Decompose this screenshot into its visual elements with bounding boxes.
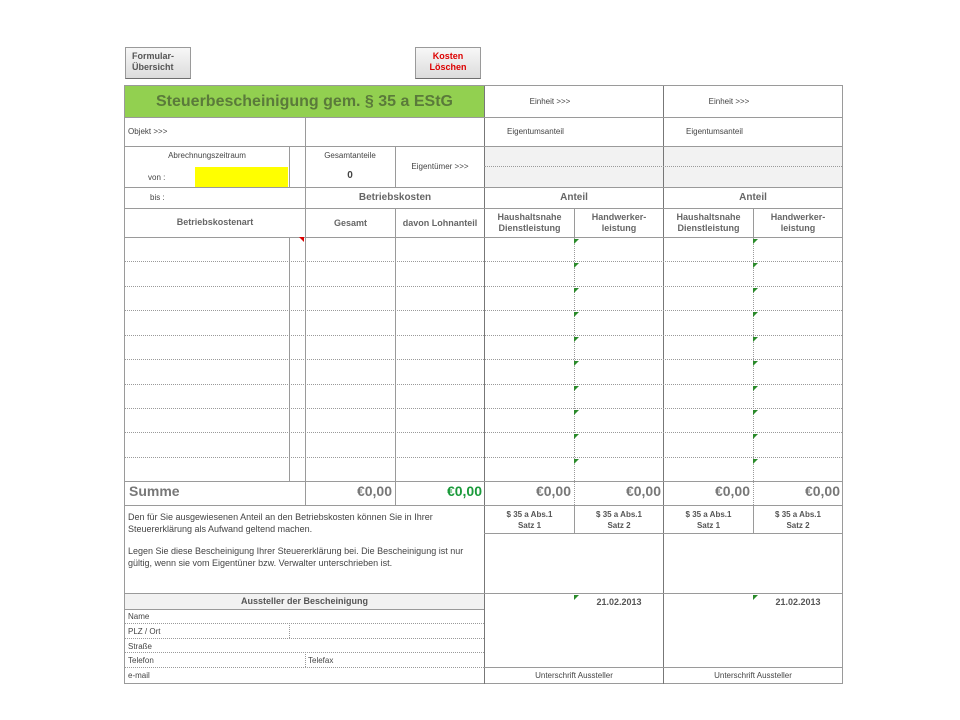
clear-costs-label-1: Kosten [432, 51, 464, 61]
issuer-plz-label: PLZ / Ort [128, 627, 161, 636]
cell-note-icon [574, 263, 579, 268]
period-from-input[interactable] [195, 167, 288, 187]
grid-line [753, 505, 754, 533]
grid-line [125, 432, 842, 433]
unit-label-2: Einheit >>> [708, 97, 750, 106]
operating-costs-header: Betriebskosten [358, 192, 432, 203]
grid-line [753, 237, 754, 505]
grid-line [125, 208, 306, 209]
grid-line [484, 117, 842, 118]
household-header-2-line1: Haushaltsnahe [676, 212, 741, 222]
cost-type-header: Betriebskostenart [176, 217, 254, 227]
grid-line [289, 146, 290, 187]
cell-note-icon [574, 595, 579, 600]
sum-household-1: €0,00 [535, 483, 571, 499]
craftsman-header-2 [754, 212, 842, 234]
grid-line [663, 86, 664, 684]
legal-ref-2-line1: $ 35 a Abs.1 [596, 510, 642, 519]
issuer-title: Aussteller der Bescheinigung [240, 596, 369, 606]
signature-label-2: Unterschrift Aussteller [714, 671, 792, 680]
sum-total: €0,00 [356, 483, 392, 499]
cell-note-icon [753, 361, 758, 366]
form-overview-button[interactable] [125, 47, 191, 79]
share-header-2: Anteil [739, 192, 767, 203]
legal-ref-3-line2: Satz 1 [696, 521, 721, 530]
grid-line [395, 208, 396, 505]
total-shares-label: Gesamtanteile [324, 151, 376, 160]
unit-label-1: Einheit >>> [529, 97, 571, 106]
owner-shaded-area-1 [485, 147, 663, 187]
issuer-fax-label: Telefax [308, 656, 334, 665]
legal-ref-4 [754, 509, 842, 531]
grid-line [574, 505, 575, 533]
form-overview-label-2: Übersicht [132, 62, 174, 72]
grid-line [305, 117, 306, 505]
page-title: Steuerbescheinigung gem. § 35 a EStG [156, 93, 453, 110]
grid-line [484, 533, 842, 534]
grid-line [125, 237, 842, 238]
info-paragraph-2: Legen Sie diese Bescheinigung Ihrer Steuererklärung bei. Die Bescheinigung ist nur gültig, wenn sie vom Eigentüner bzw. Verwalter unterschrieben ist. [128, 546, 464, 568]
sum-wage: €0,00 [446, 483, 482, 499]
grid-line [125, 505, 842, 506]
grid-line [574, 208, 575, 237]
cell-note-icon [574, 337, 579, 342]
household-header-1 [485, 212, 574, 234]
grid-line [125, 146, 842, 147]
object-label: Objekt >>> [128, 127, 168, 136]
craftsman-header-1-line2: leistung [601, 223, 637, 233]
grid-line [125, 408, 842, 409]
info-paragraph-1: Den für Sie ausgewiesenen Anteil an den Betriebskosten können Sie in Ihrer Steuererklärung als Aufwand geltend machen. [128, 512, 433, 534]
grid-line [125, 286, 842, 287]
period-from-label: von : [148, 173, 166, 182]
cell-note-icon [574, 361, 579, 366]
cell-note-icon [753, 434, 758, 439]
signature-date-2: 21.02.2013 [775, 597, 821, 607]
grid-line [574, 237, 575, 505]
clear-costs-label-2: Löschen [429, 62, 467, 72]
sum-craftsman-1: €0,00 [625, 483, 661, 499]
cell-note-icon [753, 312, 758, 317]
cell-note-icon [753, 239, 758, 244]
sum-label: Summe [129, 483, 180, 499]
cell-note-icon [574, 410, 579, 415]
signature-date-1: 21.02.2013 [596, 597, 642, 607]
cell-note-icon [753, 410, 758, 415]
cell-note-icon [574, 288, 579, 293]
grid-line [125, 359, 842, 360]
legal-ref-3-line1: $ 35 a Abs.1 [685, 510, 732, 519]
cell-note-icon [574, 312, 579, 317]
grid-line [125, 623, 484, 624]
total-header: Gesamt [333, 218, 368, 228]
grid-line [753, 208, 754, 237]
craftsman-header-2-line2: leistung [780, 223, 816, 233]
grid-line [289, 237, 290, 481]
cell-note-icon [753, 337, 758, 342]
cell-note-icon [753, 459, 758, 464]
grid-line [125, 638, 484, 639]
sum-household-2: €0,00 [714, 483, 750, 499]
cell-note-icon [753, 386, 758, 391]
cell-note-icon [574, 459, 579, 464]
household-header-1-line1: Haushaltsnahe [497, 212, 562, 222]
cell-note-icon [574, 386, 579, 391]
household-header-1-line2: Dienstleistung [498, 223, 561, 233]
craftsman-header-2-line1: Handwerker- [770, 212, 826, 222]
clear-costs-button[interactable] [415, 47, 481, 79]
grid-line [125, 457, 842, 458]
share-header-1: Anteil [560, 192, 588, 203]
household-header-2 [664, 212, 753, 234]
legal-ref-1 [485, 509, 574, 531]
period-to-label: bis : [150, 193, 165, 202]
signature-label-1: Unterschrift Aussteller [535, 671, 613, 680]
issuer-name-label: Name [128, 612, 150, 621]
grid-line [125, 261, 842, 262]
form-overview-label-1: Formular- [132, 51, 175, 61]
period-title: Abrechnungszeitraum [168, 151, 246, 160]
craftsman-header-1-line1: Handwerker- [591, 212, 647, 222]
legal-ref-1-line1: $ 35 a Abs.1 [506, 510, 553, 519]
comment-marker-icon [299, 237, 304, 242]
legal-ref-1-line2: Satz 1 [517, 521, 542, 530]
cell-note-icon [753, 263, 758, 268]
wage-part-header: davon Lohnanteil [402, 218, 478, 228]
owner-shaded-area-2 [664, 147, 842, 187]
grid-line [395, 146, 396, 187]
total-shares-value: 0 [347, 170, 353, 181]
issuer-email-label: e-mail [128, 671, 150, 680]
grid-line [484, 667, 842, 668]
issuer-street-label: Straße [128, 642, 153, 651]
sum-craftsman-2: €0,00 [804, 483, 840, 499]
grid-line [125, 335, 842, 336]
grid-line [125, 187, 842, 188]
cell-note-icon [753, 595, 758, 600]
grid-line [125, 481, 842, 482]
grid-line [125, 384, 842, 385]
grid-line [125, 593, 842, 594]
legal-ref-2 [575, 509, 663, 531]
owner-label: Eigentümer >>> [411, 162, 469, 171]
cell-note-icon [753, 288, 758, 293]
ownership-label-1: Eigentumsanteil [507, 127, 564, 136]
legal-ref-4-line2: Satz 2 [786, 521, 810, 530]
household-header-2-line2: Dienstleistung [677, 223, 740, 233]
cell-note-icon [574, 434, 579, 439]
legal-ref-3 [664, 509, 753, 531]
grid-line [125, 609, 484, 610]
cell-note-icon [574, 239, 579, 244]
grid-line [484, 86, 485, 684]
ownership-label-2: Eigentumsanteil [686, 127, 743, 136]
grid-line [484, 166, 842, 167]
grid-line [125, 667, 484, 668]
legal-ref-4-line1: $ 35 a Abs.1 [775, 510, 821, 519]
grid-line [305, 652, 306, 667]
grid-line [289, 623, 290, 638]
craftsman-header-1 [575, 212, 663, 234]
issuer-phone-label: Telefon [128, 656, 154, 665]
title-bar [125, 86, 484, 117]
grid-line [125, 310, 842, 311]
legal-ref-2-line2: Satz 2 [607, 521, 631, 530]
